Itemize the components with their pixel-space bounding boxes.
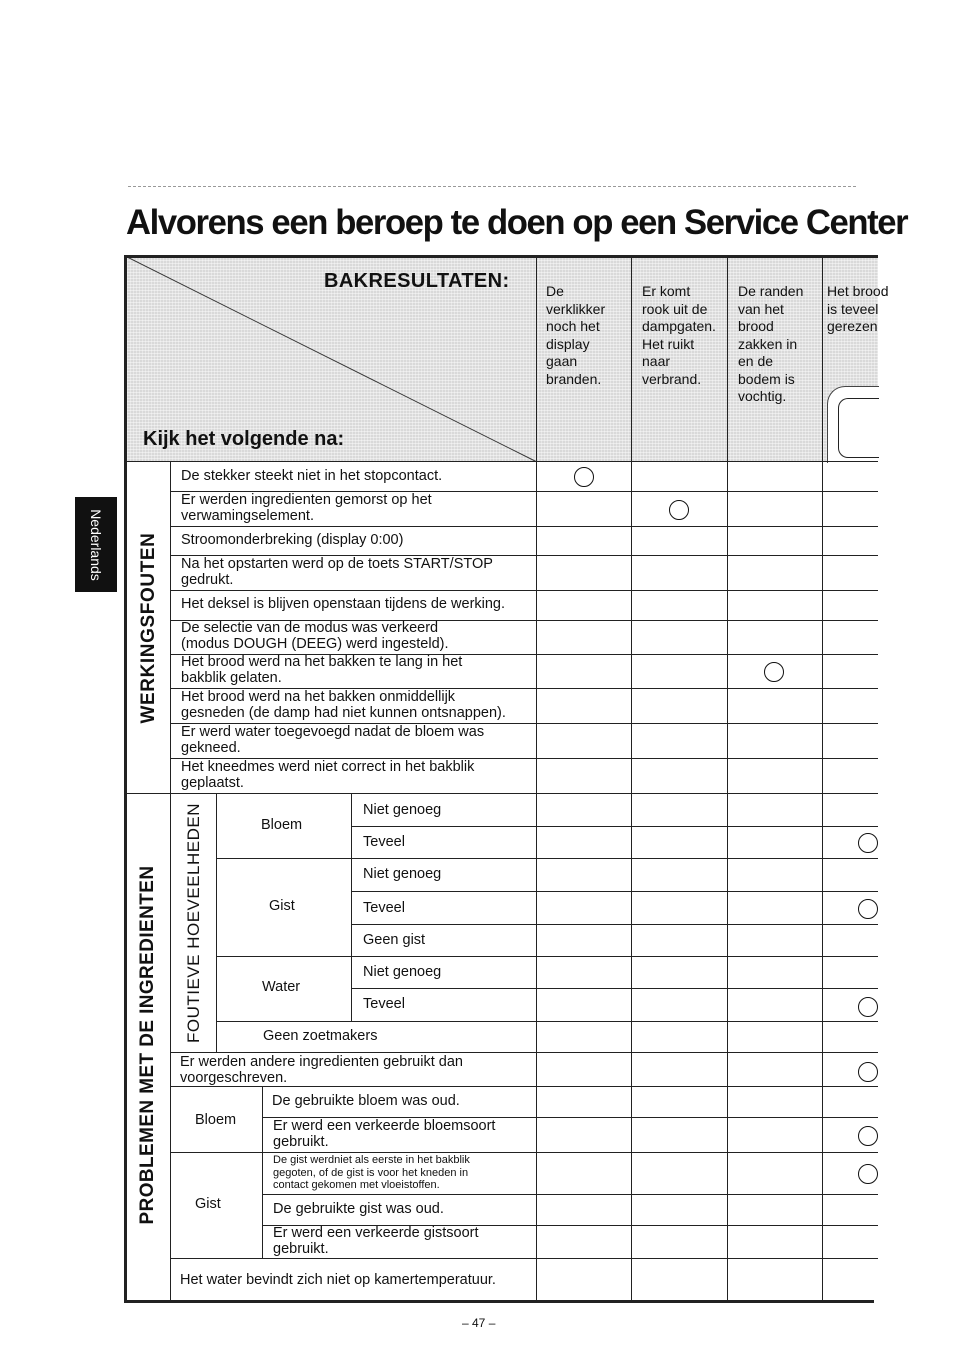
qty-line <box>171 1052 878 1053</box>
s1-row-9: Er werd water toegevoegd nadat de bloem was gekneed. <box>181 724 485 756</box>
qty-gist: Gist <box>269 898 295 914</box>
s1-row-2: Er werden ingredienten gemorst op het verwamingselement. <box>181 492 432 524</box>
qty-gist-niet-genoeg: Niet genoeg <box>363 866 442 882</box>
section-divider <box>127 793 171 794</box>
outer-bottom <box>124 1300 874 1303</box>
language-tab-label: Nederlands <box>88 508 104 581</box>
bloem-group-label: Bloem <box>195 1112 237 1128</box>
qty-geen-zoetmakers: Geen zoetmakers <box>263 1028 378 1044</box>
qty-line <box>217 858 878 859</box>
s1-line <box>171 793 878 794</box>
qty-line <box>217 956 878 957</box>
qty-line <box>217 1021 878 1022</box>
column-header-4: Het brood is teveel gerezen <box>827 283 889 334</box>
qty-water: Water <box>262 979 301 995</box>
section-label-line <box>170 461 171 1300</box>
quantity-sublabel: FOUTIEVE HOEVEELHEDEN <box>184 802 203 1044</box>
qty-line <box>352 924 878 925</box>
check-circle <box>764 662 784 682</box>
qty-bloem-teveel: Teveel <box>363 834 405 850</box>
row-line <box>263 1194 878 1195</box>
header-bottom <box>127 461 878 462</box>
s1-row-1: De stekker steekt niet in het stopcontact. <box>181 468 443 484</box>
check-circle <box>858 1062 874 1080</box>
row-line <box>171 1258 878 1259</box>
page-number: – 47 – <box>462 1316 496 1330</box>
qty-gist-teveel: Teveel <box>363 900 405 916</box>
check-circle <box>858 1126 874 1144</box>
row-line <box>171 1152 878 1153</box>
last-row: Het water bevindt zich niet op kamertemperatuur. <box>180 1272 496 1288</box>
section2-label: PROBLEMEN MET DE INGREDIENTEN <box>137 865 158 1225</box>
corner-top-label: BAKRESULTATEN: <box>324 270 510 292</box>
s1-line <box>171 590 878 591</box>
bloem-row-2: Er werd een verkeerde bloemsoort gebruikt. <box>273 1118 496 1150</box>
outer-left <box>124 255 127 1303</box>
check-circle <box>858 1164 874 1182</box>
column-header-4-clip <box>825 283 889 373</box>
column-header-3: De randen van het brood zakken in en de bodem is vochtig. <box>738 283 804 404</box>
s1-row-4: Na het opstarten werd op de toets START/STOP gedrukt. <box>181 556 493 588</box>
col-line-3 <box>727 257 728 1300</box>
corner-bottom-label: Kijk het volgende na: <box>143 428 345 450</box>
header-notch-inner <box>838 398 879 458</box>
section1-label: WERKINGSFOUTEN <box>138 532 159 724</box>
bloem-group-line <box>262 1086 263 1258</box>
s1-row-3: Stroomonderbreking (display 0:00) <box>181 532 404 548</box>
s1-row-7: Het brood werd na het bakken te lang in het bakblik gelaten. <box>181 654 463 686</box>
col-line-2 <box>631 257 632 1300</box>
col-line-1 <box>536 257 537 1300</box>
s1-row-6: De selectie van de modus was verkeerd (modus DOUGH (DEEG) werd ingesteld). <box>181 620 449 652</box>
outer-top <box>124 255 878 258</box>
qty-label-line <box>216 793 217 1052</box>
qty-bloem: Bloem <box>261 817 303 833</box>
row-line <box>171 1086 878 1087</box>
check-circle <box>669 500 689 520</box>
col-line-4 <box>822 257 823 1300</box>
page-title: Alvorens een beroep te doen op een Service Center <box>126 203 908 242</box>
check-circle <box>858 833 874 851</box>
bloem-row-1: De gebruikte bloem was oud. <box>272 1093 460 1109</box>
column-header-1: De verklikker noch het display gaan branden. <box>546 283 606 387</box>
s1-row-5: Het deksel is blijven openstaan tijdens de werking. <box>181 596 506 612</box>
gist-row-2: De gebruikte gist was oud. <box>273 1201 444 1217</box>
qty-line <box>352 826 878 827</box>
qty-water-teveel: Teveel <box>363 996 405 1012</box>
other-ingredients-row: Er werden andere ingredienten gebruikt dan voorgeschreven. <box>180 1054 463 1086</box>
qty-line <box>352 891 878 892</box>
qty-geen-gist: Geen gist <box>363 932 426 948</box>
s1-line <box>171 526 878 527</box>
column-header-2: Er komt rook uit de dampgaten. Het ruikt naar verbrand. <box>642 283 716 387</box>
qty-bloem-niet-genoeg: Niet genoeg <box>363 802 442 818</box>
qty-water-niet-genoeg: Niet genoeg <box>363 964 442 980</box>
check-circle <box>858 997 874 1015</box>
s1-row-8: Het brood werd na het bakken onmiddellijk gesneden (de damp had niet kunnen ontsnappen). <box>181 689 506 721</box>
qty-group-line <box>351 793 352 1021</box>
gist-row-3: Er werd een verkeerde gistsoort gebruikt. <box>273 1225 479 1257</box>
gist-row-1: De gist werdniet als eerste in het bakblik gegoten, of de gist is voor het kneden in contact gekomen met vloeistoffen. <box>273 1154 470 1191</box>
gist-group-label: Gist <box>195 1196 221 1212</box>
s1-row-10: Het kneedmes werd niet correct in het bakblik geplaatst. <box>181 759 475 791</box>
qty-line <box>352 988 878 989</box>
check-circle <box>858 899 874 917</box>
check-circle <box>574 467 594 487</box>
